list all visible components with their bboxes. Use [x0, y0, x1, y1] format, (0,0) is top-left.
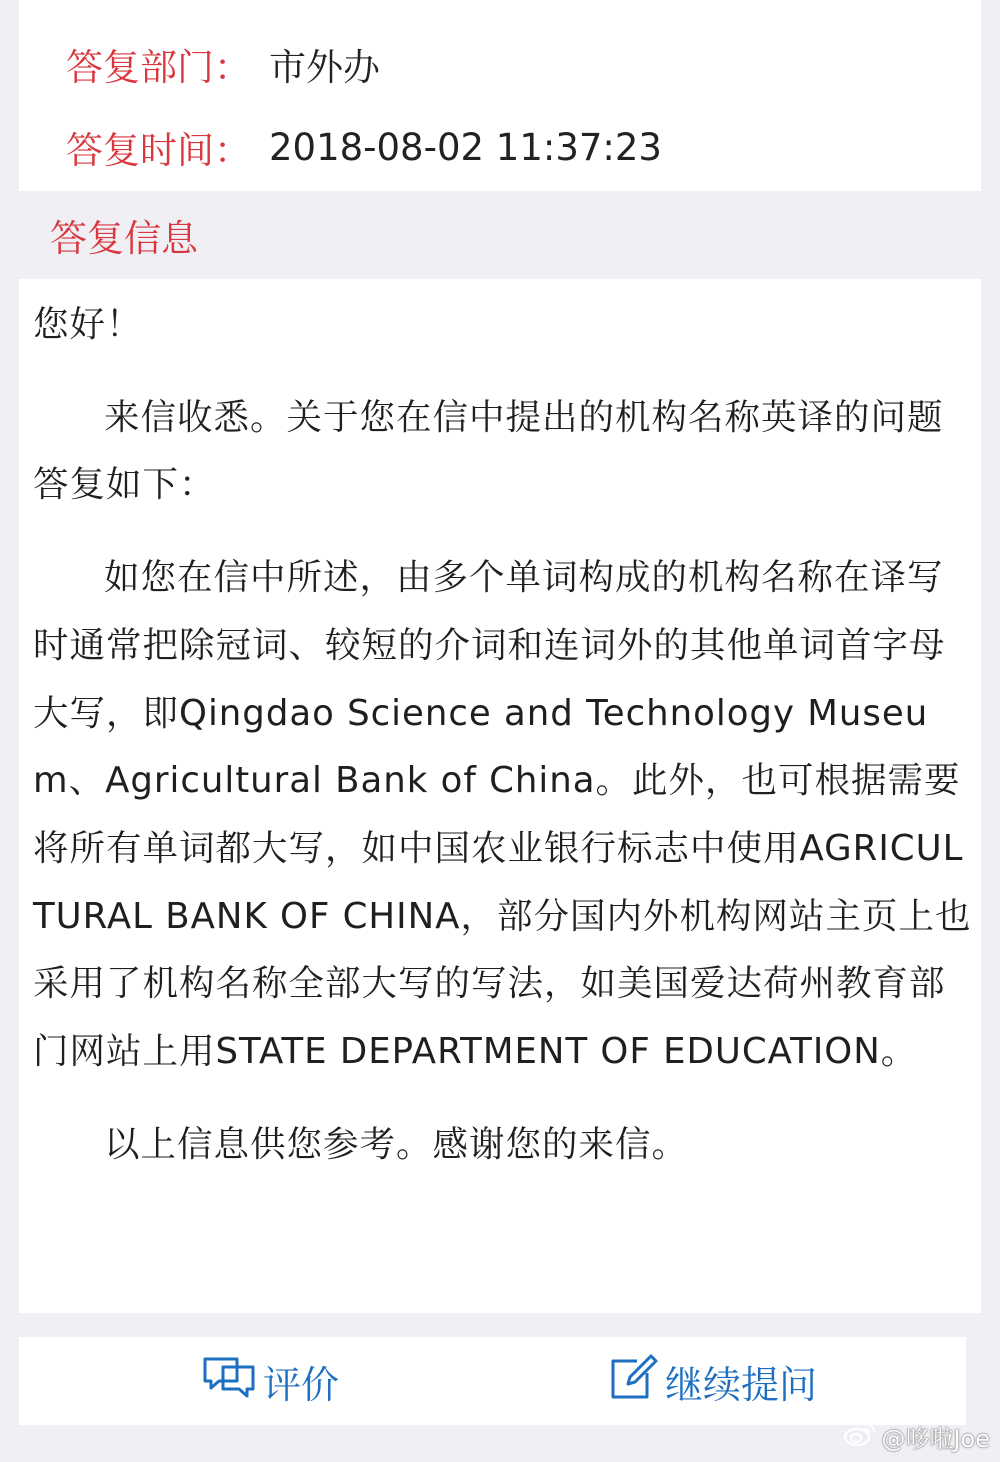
reply-time-row	[66, 117, 662, 177]
letter-paragraph-2: 如您在信中所述，由多个单词构成的机构名称在译写时通常把除冠词、较短的介词和连词外的其他单词首字母大写，即Qingdao Science and Technology Museum、Agricultural Bank of China。此外，也可根据需要将所有单词都大写，如中国农业银行标志中使用AGRICULTURAL BANK OF CHINA，部分国内外机构网站主页上也采用了机构名称全部大写的写法，如美国爱达荷州教育部门网站上用STATE DEPARTMENT OF EDUCATION。	[33, 557, 972, 1073]
department-row	[66, 34, 380, 94]
reply-content-card	[19, 279, 981, 1313]
department-label: 答复部门：	[66, 46, 251, 89]
reply-time-label: 答复时间：	[66, 129, 251, 172]
letter-closing: 以上信息供您参考。感谢您的来信。	[104, 1123, 689, 1165]
letter-greeting: 您好！	[33, 304, 143, 345]
letter-paragraph-1: 来信收悉。关于您在信中提出的机构名称英译的问题答复如下：	[33, 396, 944, 506]
reply-time-value: 2018-08-02 11:37:23	[269, 125, 662, 169]
letter-body	[33, 291, 973, 1178]
watermark-text: @哆啦Joe	[881, 1425, 990, 1453]
department-value: 市外办	[269, 46, 380, 89]
rate-button[interactable]	[201, 1337, 339, 1425]
rate-label: 评价	[263, 1362, 340, 1407]
action-bar	[19, 1337, 966, 1425]
watermark	[843, 1419, 990, 1454]
continue-ask-button[interactable]	[609, 1337, 817, 1425]
continue-ask-label: 继续提问	[665, 1362, 818, 1407]
section-title: 答复信息	[50, 217, 198, 260]
edit-icon	[609, 1353, 665, 1410]
comment-icon	[201, 1353, 263, 1410]
weibo-icon	[843, 1420, 881, 1454]
reply-meta-card	[19, 0, 981, 191]
